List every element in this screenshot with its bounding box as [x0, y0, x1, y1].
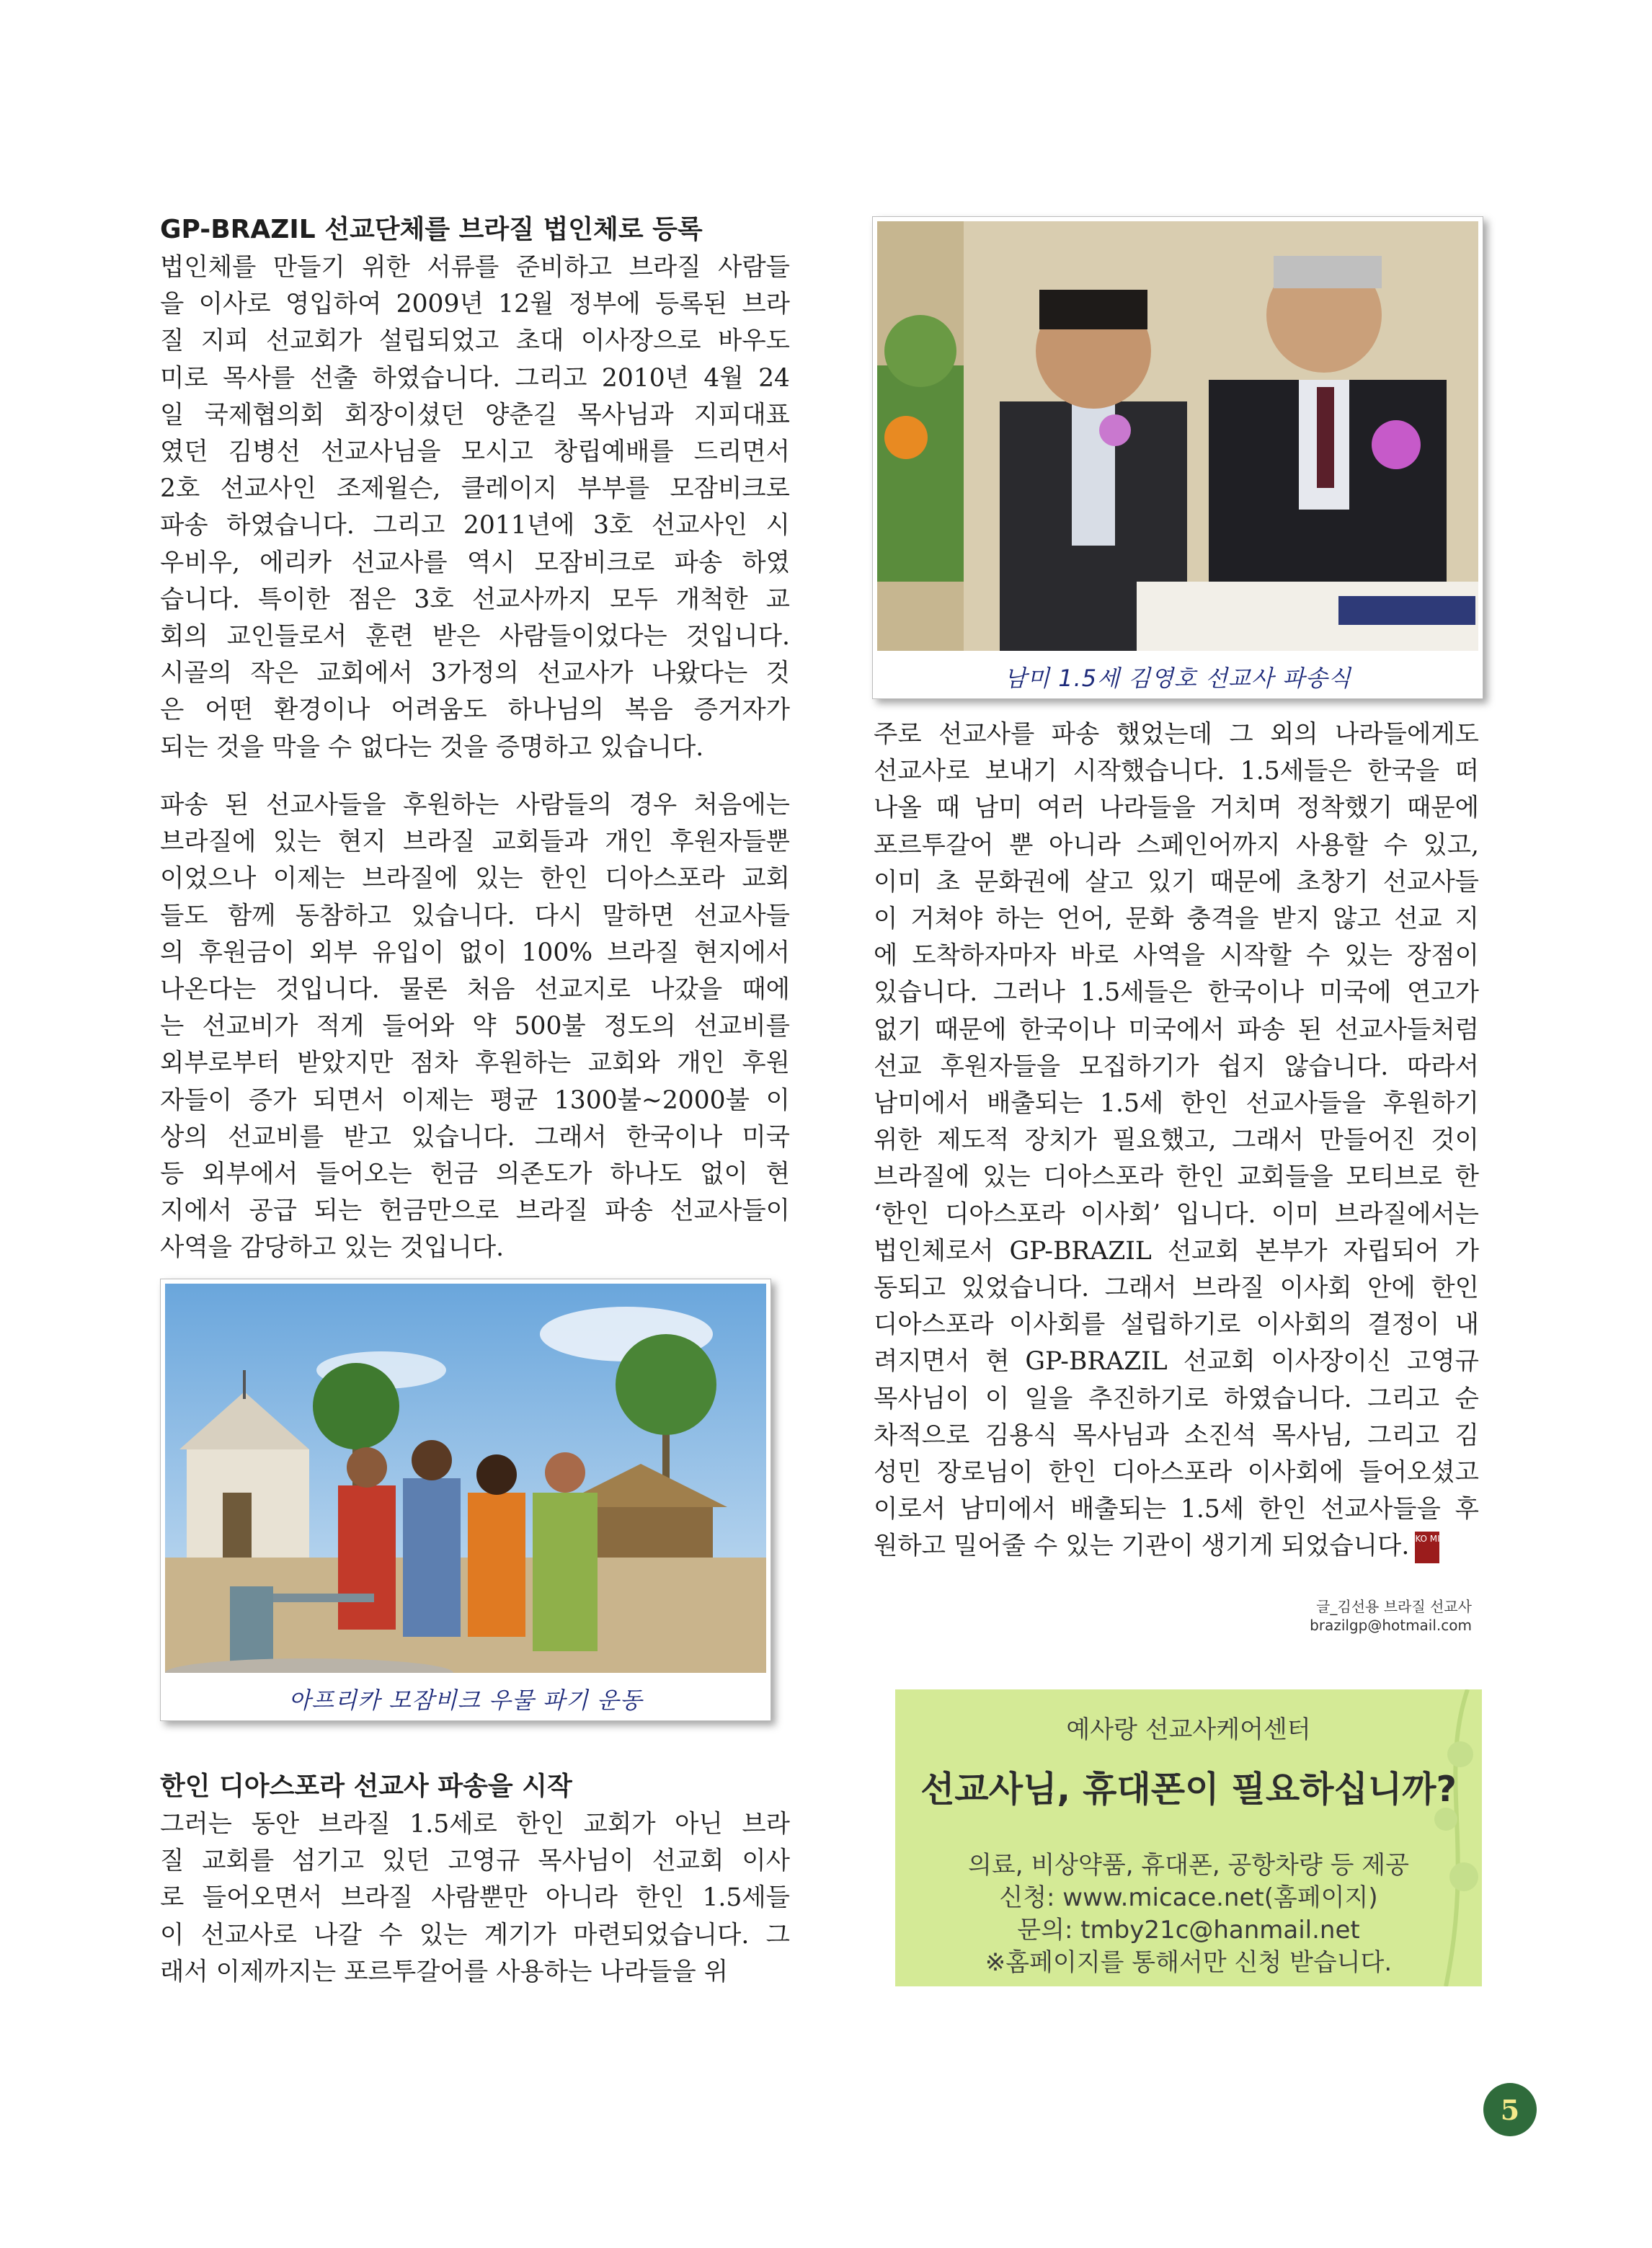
text-line	[160, 618, 790, 655]
section-registration	[160, 213, 790, 766]
text-line	[160, 1880, 790, 1916]
text-line	[160, 1193, 790, 1230]
text-line	[874, 753, 1479, 790]
section-body	[160, 787, 790, 1267]
text-line	[160, 935, 790, 972]
ad-organization: 예사랑 선교사케어센터	[1066, 1715, 1311, 1744]
text-line	[874, 716, 1479, 753]
text-line	[160, 582, 790, 618]
text-line-content: 위한 제도적 장치가 필요했고, 그래서 만들어진 것이	[874, 1126, 1479, 1155]
text-line-content: 사역을 감당하고 있는 것입니다.	[160, 1233, 505, 1263]
author-byline: 글_김선용 브라질 선교사	[1316, 1598, 1472, 1615]
text-line	[874, 1528, 1479, 1565]
text-line	[160, 1045, 790, 1082]
text-line-content: 습니다. 특이한 점은 3호 선교사까지 모두 개척한 교	[160, 585, 790, 614]
text-line	[160, 824, 790, 861]
text-line	[160, 1008, 790, 1045]
text-line	[874, 901, 1479, 938]
text-line-content: 지에서 공급 되는 헌금만으로 브라질 파송 선교사들이	[160, 1196, 790, 1226]
text-line-content: 회의 교인들로서 훈련 받은 사람들이었다는 것입니다.	[160, 622, 790, 652]
text-line-content: 려지면서 현 GP-BRAZIL 선교회 이사장이신 고영규	[874, 1347, 1479, 1377]
ad-line: 신청: www.micace.net(홈페이지)	[999, 1883, 1378, 1912]
text-line-content: 파송 하였습니다. 그리고 2011년에 3호 선교사인 시	[160, 511, 790, 541]
text-line-content: 이 선교사로 나갈 수 있는 계기가 마련되었습니다. 그	[160, 1920, 790, 1950]
text-line-content: 나온다는 것입니다. 물론 처음 선교지로 나갔을 때에	[160, 975, 790, 1005]
text-line-content: 파송 된 선교사들을 후원하는 사람들의 경우 처음에는	[160, 791, 790, 819]
text-line-content: 일 국제협의회 회장이셨던 양춘길 목사님과 지피대표	[160, 400, 790, 430]
ceremony-photo-image	[877, 221, 1478, 651]
text-line-content: 질 지피 선교회가 설립되었고 초대 이사장으로 바우도	[160, 326, 790, 356]
text-line	[160, 323, 790, 360]
ad-line: ※홈페이지를 통해서만 신청 받습니다.	[985, 1948, 1393, 1977]
text-line	[160, 507, 790, 544]
text-line-content: 로 들어오면서 브라질 사람뿐만 아니라 한인 1.5세들	[160, 1883, 790, 1913]
ad-details	[895, 1849, 1482, 1979]
text-line	[160, 360, 790, 397]
text-line	[874, 1049, 1479, 1085]
text-line-content: 질 교회를 섬기고 있던 고영규 목사님이 선교회 이사	[160, 1847, 790, 1876]
text-line	[160, 1806, 790, 1843]
text-line	[160, 1917, 790, 1954]
text-line-content: 원하고 밀어줄 수 있는 기관이 생기게 되었습니다.	[874, 1532, 1410, 1561]
text-line	[874, 1418, 1479, 1454]
author-email: brazilgp@hotmail.com	[1310, 1617, 1472, 1634]
text-line-content: 이 거쳐야 하는 언어, 문화 충격을 받지 않고 선교 지	[874, 905, 1479, 934]
text-line	[160, 861, 790, 897]
africa-photo-image	[165, 1284, 766, 1673]
text-line-content: 있습니다. 그러나 1.5세들은 한국이나 미국에 연고가	[874, 978, 1479, 1008]
text-line	[160, 692, 790, 729]
text-line	[160, 1119, 790, 1156]
text-line	[160, 1954, 790, 1991]
text-line	[160, 249, 790, 286]
text-line-content: 이로서 남미에서 배출되는 1.5세 한인 선교사들을 후	[874, 1495, 1479, 1524]
section-diaspora-continued	[874, 716, 1479, 1565]
text-line	[874, 1343, 1479, 1380]
photo-africa-well	[160, 1279, 771, 1721]
section-heading: 한인 디아스포라 선교사 파송을 시작	[160, 1772, 572, 1801]
text-line-content: 브라질에 있는 디아스포라 한인 교회들을 모티브로 한	[874, 1163, 1479, 1192]
text-line	[160, 1230, 790, 1266]
text-line-content: 선교 후원자들을 모집하기가 쉽지 않습니다. 따라서	[874, 1052, 1479, 1081]
text-line	[160, 729, 790, 766]
text-line-content: 이었으나 이제는 브라질에 있는 한인 디아스포라 교회	[160, 864, 790, 894]
text-line-content: 이미 초 문화권에 살고 있기 때문에 초창기 선교사들	[874, 867, 1479, 897]
text-line-content: 목사님이 이 일을 추진하기로 하였습니다. 그리고 순	[874, 1384, 1479, 1413]
text-line-content: 시골의 작은 교회에서 3가정의 선교사가 나왔다는 것	[160, 659, 790, 688]
end-mark-icon: KO MI	[1415, 1532, 1439, 1563]
photo-caption: 아프리카 모잠비크 우물 파기 운동	[288, 1687, 643, 1714]
text-line	[160, 471, 790, 507]
text-line	[160, 1843, 790, 1880]
text-line	[874, 1491, 1479, 1528]
text-line	[874, 827, 1479, 864]
text-line-content: 법인체를 만들기 위한 서류를 준비하고 브라질 사람들	[160, 253, 790, 282]
text-line-content: 그러는 동안 브라질 1.5세로 한인 교회가 아닌 브라	[160, 1810, 790, 1839]
text-line-content: 래서 이제까지는 포르투갈어를 사용하는 나라들을 위	[160, 1957, 729, 1986]
text-line-content: 에 도착하자마자 바로 사역을 시작할 수 있는 장점이	[874, 941, 1479, 971]
text-line-content: 는 선교비가 적게 들어와 약 500불 정도의 선교비를	[160, 1012, 790, 1041]
ad-line: 문의: tmby21c@hanmail.net	[1017, 1916, 1360, 1945]
text-line	[874, 1159, 1479, 1196]
ad-headline: 선교사님, 휴대폰이 필요하십니까?	[920, 1769, 1457, 1810]
text-line-content: 등 외부에서 들어오는 헌금 의존도가 하나도 없이 현	[160, 1160, 790, 1189]
text-line	[874, 1196, 1479, 1233]
photo-commissioning	[872, 216, 1483, 699]
section-body	[874, 716, 1479, 1565]
text-line	[160, 1156, 790, 1193]
text-line-content: 선교사로 보내기 시작했습니다. 1.5세들은 한국을 떠	[874, 757, 1479, 786]
text-line	[874, 790, 1479, 827]
section-body	[160, 1806, 790, 1991]
text-line-content: 동되고 있었습니다. 그래서 브라질 이사회 안에 한인	[874, 1274, 1479, 1303]
text-line-content: 없기 때문에 한국이나 미국에서 파송 된 선교사들처럼	[874, 1015, 1479, 1044]
text-line-content: 자들이 증가 되면서 이제는 평균 1300불~2000불 이	[160, 1085, 790, 1115]
text-line	[160, 286, 790, 323]
text-line-content: 되는 것을 막을 수 없다는 것을 증명하고 있습니다.	[160, 732, 704, 762]
text-line-content: 성민 장로님이 한인 디아스포라 이사회에 들어오셨고	[874, 1458, 1479, 1488]
text-line	[874, 1454, 1479, 1491]
text-line-content: 들도 함께 동참하고 있습니다. 다시 말하면 선교사들	[160, 901, 790, 930]
section-heading: GP-BRAZIL 선교단체를 브라질 법인체로 등록	[160, 215, 703, 244]
section-diaspora	[160, 1770, 790, 1991]
page-number: 5	[1483, 2083, 1537, 2136]
text-line	[160, 1083, 790, 1119]
text-line-content: 였던 김병선 선교사님을 모시고 창립예배를 드리면서	[160, 437, 790, 467]
text-line-content: 의 후원금이 외부 유입이 없이 100% 브라질 현지에서	[160, 938, 790, 967]
text-line-content: 미로 목사를 선출 하였습니다. 그리고 2010년 4월 24	[160, 363, 790, 393]
text-line-content: 나올 때 남미 여러 나라들을 거치며 정착했기 때문에	[874, 794, 1479, 823]
text-line	[874, 864, 1479, 901]
text-line	[874, 1122, 1479, 1159]
text-line-content: 디아스포라 이사회를 설립하기로 이사회의 결정이 내	[874, 1310, 1479, 1340]
text-line-content: 을 이사로 영입하여 2009년 12월 정부에 등록된 브라	[160, 290, 790, 319]
text-line	[160, 787, 790, 824]
text-line-content: ‘한인 디아스포라 이사회’ 입니다. 이미 브라질에서는	[874, 1199, 1479, 1229]
text-line	[160, 545, 790, 582]
text-line	[874, 1085, 1479, 1122]
text-line-content: 우비우, 에리카 선교사를 역시 모잠비크로 파송 하였	[160, 548, 790, 577]
text-line-content: 은 어떤 환경이나 어려움도 하나님의 복음 증거자가	[160, 696, 790, 725]
section-support	[160, 787, 790, 1267]
text-line-content: 브라질에 있는 현지 브라질 교회들과 개인 후원자들뿐	[160, 827, 790, 857]
text-line	[874, 1381, 1479, 1418]
text-line	[160, 397, 790, 434]
text-line	[874, 974, 1479, 1011]
photo-caption: 남미 1.5세 김영호 선교사 파송식	[1004, 665, 1351, 692]
section-body	[160, 249, 790, 766]
text-line	[874, 1270, 1479, 1307]
text-line-content: 외부로부터 받았지만 점차 후원하는 교회와 개인 후원	[160, 1049, 790, 1078]
text-line-content: 주로 선교사를 파송 했었는데 그 외의 나라들에게도	[874, 720, 1479, 749]
text-line	[874, 1307, 1479, 1343]
text-line-content: 상의 선교비를 받고 있습니다. 그래서 한국이나 미국	[160, 1122, 790, 1152]
care-center-ad	[895, 1689, 1482, 1986]
text-line	[160, 655, 790, 692]
text-line	[160, 434, 790, 471]
text-line-content: 남미에서 배출되는 1.5세 한인 선교사들을 후원하기	[874, 1089, 1479, 1119]
text-line-content: 2호 선교사인 조제윌슨, 클레이지 부부를 모잠비크로	[160, 474, 790, 504]
author-credit	[1310, 1597, 1472, 1635]
text-line-content: 법인체로서 GP-BRAZIL 선교회 본부가 자립되어 가	[874, 1236, 1479, 1266]
ad-line: 의료, 비상약품, 휴대폰, 공항차량 등 제공	[968, 1851, 1409, 1880]
text-line	[874, 1233, 1479, 1270]
text-line	[160, 898, 790, 935]
text-line	[160, 972, 790, 1008]
text-line-content: 포르투갈어 뿐 아니라 스페인어까지 사용할 수 있고,	[874, 830, 1479, 860]
text-line	[874, 1012, 1479, 1049]
text-line-content: 차적으로 김용식 목사님과 소진석 목사님, 그리고 김	[874, 1421, 1479, 1450]
text-line	[874, 938, 1479, 974]
